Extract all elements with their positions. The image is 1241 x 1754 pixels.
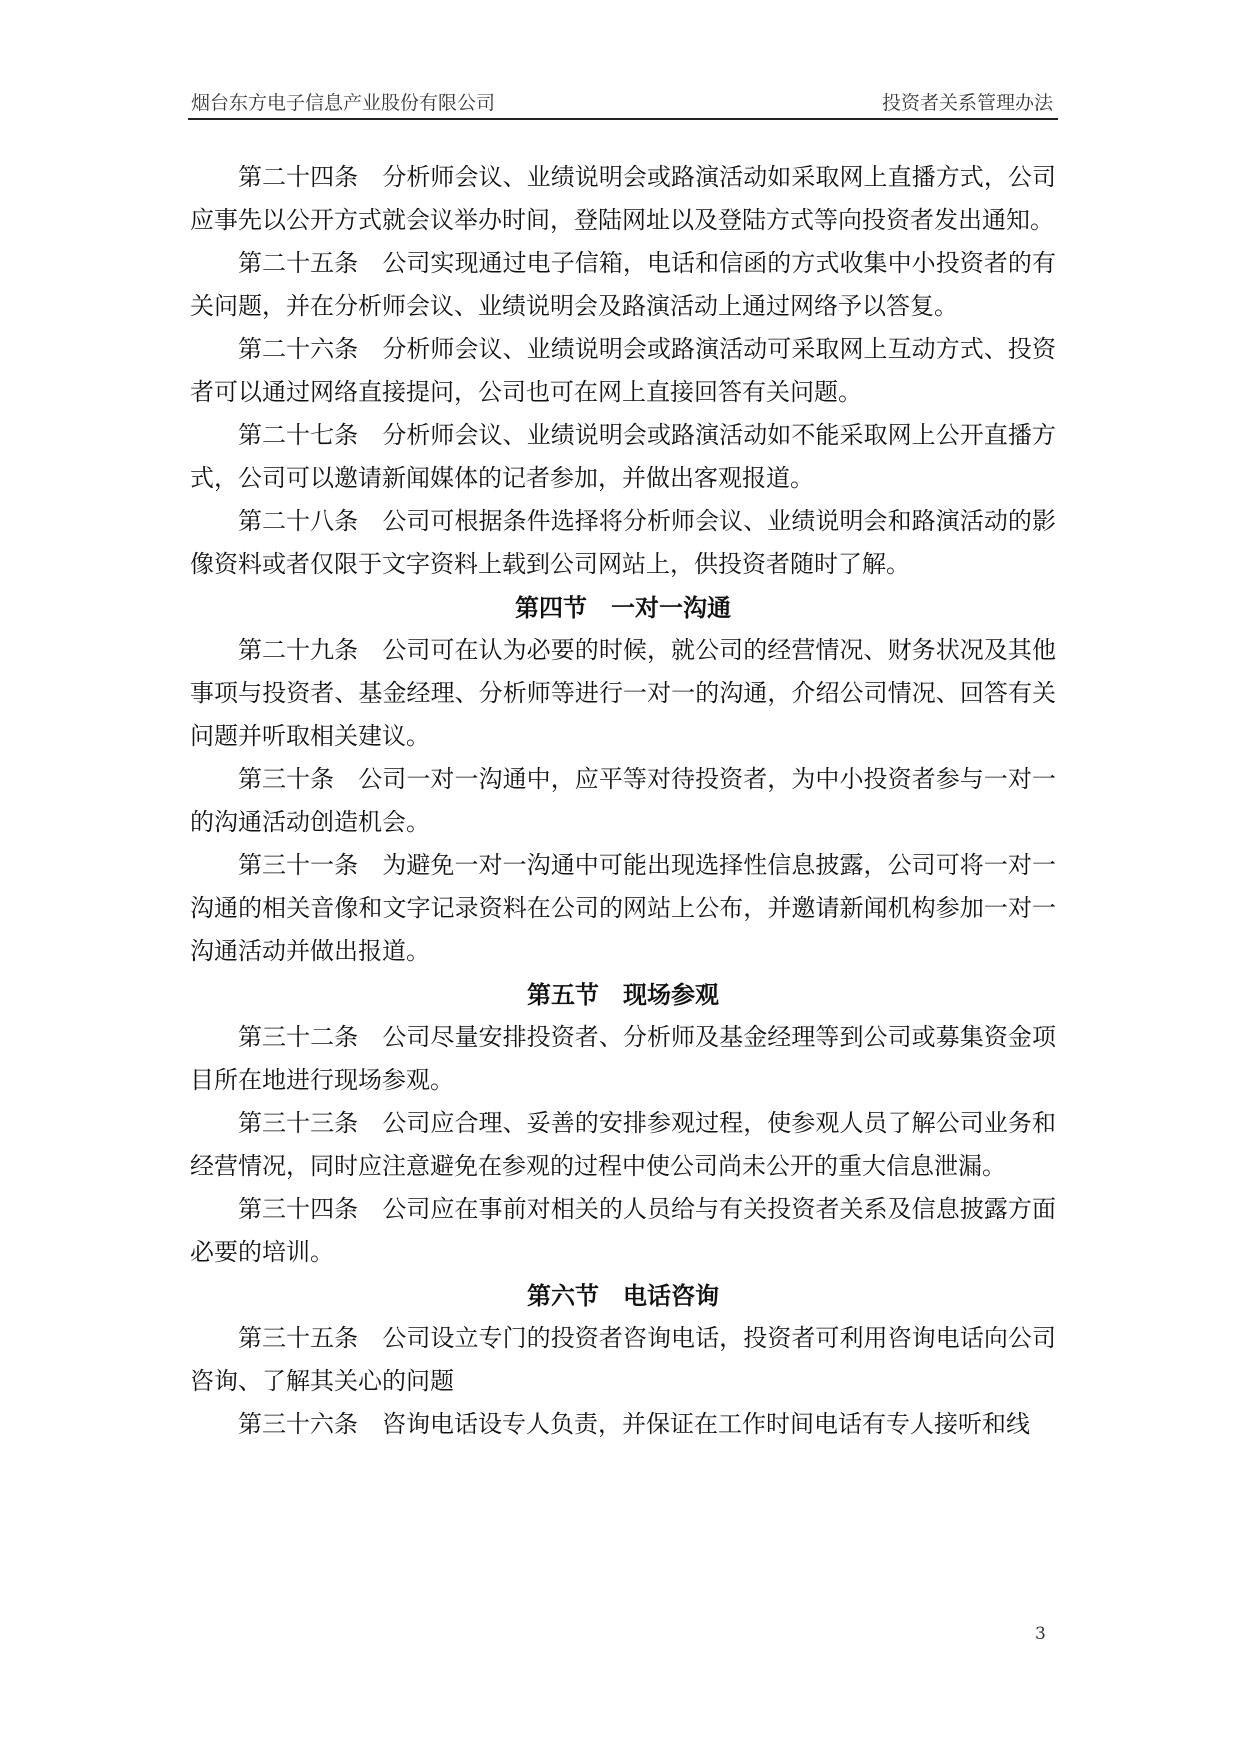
clause-text: 公司设立专门的投资者咨询电话，投资者可利用咨询电话向公司咨询、了解其关心的问题: [190, 1324, 1056, 1395]
section-title: 电话咨询: [623, 1281, 719, 1310]
clause-number: 第二十七条: [238, 421, 359, 449]
clause-text: 为避免一对一沟通中可能出现选择性信息披露，公司可将一对一沟通的相关音像和文字记录资料在公司的网站上公布，并邀请新闻机构参加一对一沟通活动并做出报道。: [190, 851, 1056, 965]
clause-text: 公司可根据条件选择将分析师会议、业绩说明会和路演活动的影像资料或者仅限于文字资料上载到公司网站上，供投资者随时了解。: [190, 507, 1056, 578]
clause-paragraph: [190, 1403, 1056, 1446]
clause-text: 分析师会议、业绩说明会或路演活动如采取网上直播方式，公司应事先以公开方式就会议举办时间，登陆网址以及登陆方式等向投资者发出通知。: [190, 163, 1056, 234]
section-number: 第六节: [527, 1281, 599, 1310]
clause-paragraph: [190, 156, 1056, 242]
section-heading: [190, 1274, 1056, 1317]
clause-paragraph: [190, 414, 1056, 500]
clause-paragraph: [190, 242, 1056, 328]
document-body: [190, 156, 1056, 1446]
clause-number: 第三十五条: [238, 1324, 359, 1352]
clause-number: 第三十四条: [238, 1195, 359, 1223]
clause-number: 第三十条: [238, 765, 335, 793]
clause-text: 分析师会议、业绩说明会或路演活动如不能采取网上公开直播方式，公司可以邀请新闻媒体的记者参加，并做出客观报道。: [190, 421, 1056, 492]
section-heading: [190, 973, 1056, 1016]
clause-number: 第三十三条: [238, 1109, 359, 1137]
clause-text: 公司应合理、妥善的安排参观过程，使参观人员了解公司业务和经营情况，同时应注意避免在参观的过程中使公司尚未公开的重大信息泄漏。: [190, 1109, 1056, 1180]
clause-number: 第二十八条: [238, 507, 359, 535]
clause-text: 公司实现通过电子信箱，电话和信函的方式收集中小投资者的有关问题，并在分析师会议、业绩说明会及路演活动上通过网络予以答复。: [190, 249, 1056, 320]
clause-paragraph: [190, 629, 1056, 758]
section-heading: [190, 586, 1056, 629]
clause-number: 第三十二条: [238, 1023, 359, 1051]
clause-paragraph: [190, 500, 1056, 586]
page-header: [188, 84, 1058, 120]
clause-paragraph: [190, 844, 1056, 973]
clause-text: 公司一对一沟通中，应平等对待投资者，为中小投资者参与一对一的沟通活动创造机会。: [190, 765, 1056, 836]
clause-number: 第二十九条: [238, 636, 359, 664]
clause-number: 第三十一条: [238, 851, 359, 879]
section-number: 第五节: [527, 980, 599, 1009]
clause-text: 咨询电话设专人负责，并保证在工作时间电话有专人接听和线: [382, 1410, 1030, 1438]
section-title: 现场参观: [623, 980, 719, 1009]
header-company-name: 烟台东方电子信息产业股份有限公司: [191, 92, 496, 114]
clause-text: 分析师会议、业绩说明会或路演活动可采取网上互动方式、投资者可以通过网络直接提问，公司也可在网上直接回答有关问题。: [190, 335, 1056, 406]
clause-paragraph: [190, 758, 1056, 844]
clause-paragraph: [190, 1188, 1056, 1274]
header-document-title: 投资者关系管理办法: [881, 92, 1053, 114]
clause-number: 第二十五条: [238, 249, 359, 277]
page-number: 3: [1035, 1624, 1046, 1644]
clause-text: 公司尽量安排投资者、分析师及基金经理等到公司或募集资金项目所在地进行现场参观。: [190, 1023, 1056, 1094]
clause-paragraph: [190, 1016, 1056, 1102]
section-title: 一对一沟通: [611, 593, 731, 622]
clause-paragraph: [190, 328, 1056, 414]
clause-text: 公司应在事前对相关的人员给与有关投资者关系及信息披露方面必要的培训。: [190, 1195, 1056, 1266]
clause-number: 第三十六条: [238, 1410, 358, 1438]
section-number: 第四节: [515, 593, 587, 622]
clause-paragraph: [190, 1317, 1056, 1403]
clause-number: 第二十六条: [238, 335, 359, 363]
clause-number: 第二十四条: [238, 163, 359, 191]
clause-text: 公司可在认为必要的时候，就公司的经营情况、财务状况及其他事项与投资者、基金经理、分析师等进行一对一的沟通，介绍公司情况、回答有关问题并听取相关建议。: [190, 636, 1056, 750]
clause-paragraph: [190, 1102, 1056, 1188]
